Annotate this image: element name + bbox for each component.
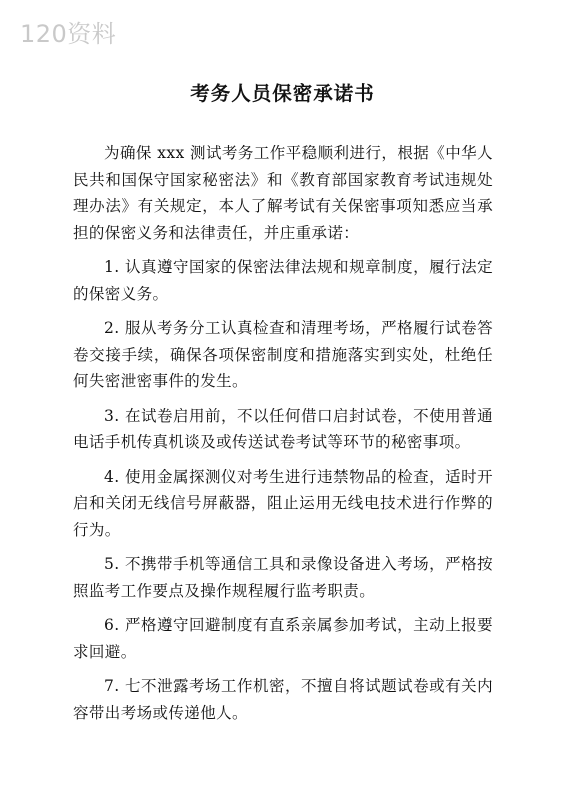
commitment-item-4: 4. 使用金属探测仪对考生进行违禁物品的检查，适时开启和关闭无线信号屏蔽器，阻止运用无线电技术进行作弊的行为。	[73, 467, 493, 539]
commitment-item-3: 3. 在试卷启用前，不以任何借口启封试卷，不使用普通电话手机传真机谈及或传送试卷考试等环节的秘密事项。	[73, 406, 493, 451]
commitment-item-2: 2. 服从考务分工认真检查和清理考场，严格履行试卷答卷交接手续，确保各项保密制度和措施落实到实处，杜绝任何失密泄密事件的发生。	[73, 319, 493, 390]
document-title: 考务人员保密承诺书	[190, 82, 375, 105]
watermark-logo: 120资料	[20, 20, 117, 48]
commitment-item-1: 1. 认真遵守国家的保密法律法规和规章制度，履行法定的保密义务。	[73, 258, 493, 303]
document-body	[73, 140, 493, 734]
commitment-item-6: 6. 严格遵守回避制度有直系亲属参加考试，主动上报要求回避。	[73, 616, 493, 661]
commitment-item-5: 5. 不携带手机等通信工具和录像设备进入考场，严格按照监考工作要点及操作规程履行监考职责。	[73, 555, 493, 600]
commitment-item-7: 7. 七不泄露考场工作机密，不擅自将试题试卷或有关内容带出考场或传递他人。	[73, 677, 493, 722]
intro-paragraph: 为确保 xxx 测试考务工作平稳顺利进行，根据《中华人民共和国保守国家秘密法》和《教育部国家教育考试违规处理办法》有关规定，本人了解考试有关保密事项知悉应当承担的保密义务和法律责任，并庄重承诺：	[73, 144, 493, 242]
